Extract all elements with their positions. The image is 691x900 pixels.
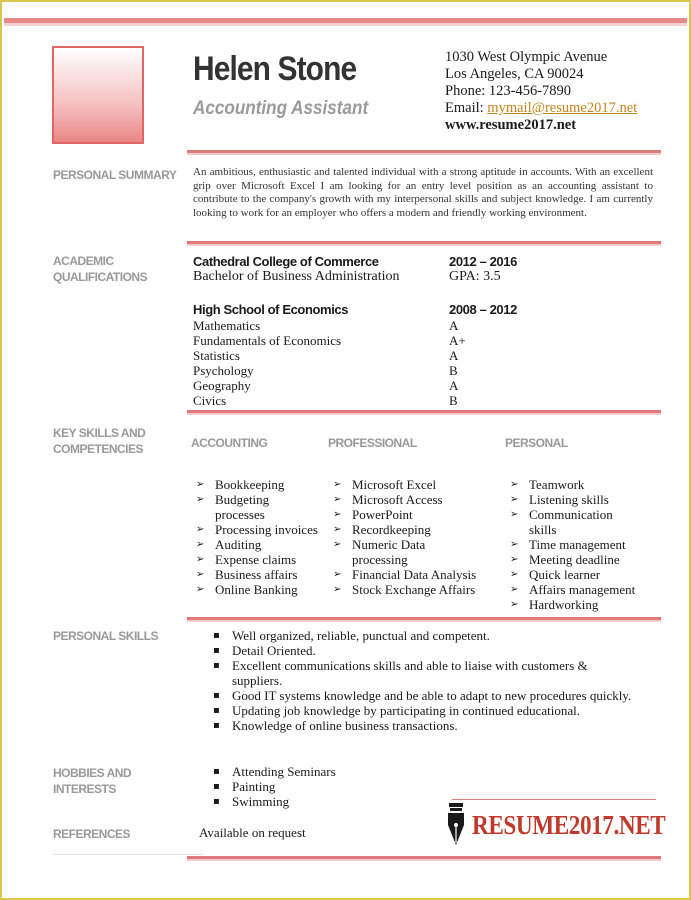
skill-item: ➢ Bookkeeping: [193, 477, 318, 492]
skill-item: ➢ Auditing: [193, 537, 318, 552]
personal-skill-item: ▪ Detail Oriented.: [213, 643, 633, 658]
skill-item: ➢ Microsoft Access: [330, 492, 505, 507]
section-label-personal-summary: PERSONAL SUMMARY: [53, 168, 177, 182]
section-label-references: REFERENCES: [53, 827, 131, 841]
section-label-academic: [53, 253, 147, 285]
address-line-1: 1030 West Olympic Avenue: [445, 49, 608, 65]
website: www.resume2017.net: [445, 117, 577, 133]
skills-heading-professional: PROFESSIONAL: [328, 436, 417, 450]
subject-name: Civics: [193, 393, 227, 408]
fountain-pen-nib-icon: [445, 803, 467, 847]
skill-item: ➢ Microsoft Excel: [330, 477, 505, 492]
personal-skill-item: ▪ Good IT systems knowledge and be able to adapt to new procedures quickly.: [213, 688, 633, 703]
skill-item: ➢ Teamwork: [507, 477, 667, 492]
personal-skill-item: ▪ Updating job knowledge by participating in continued educational.: [213, 703, 633, 718]
hobby-item: ▪ Swimming: [213, 794, 633, 809]
divider-bottom: [187, 856, 661, 859]
high-school-name: High School of Economics: [193, 302, 349, 317]
skill-item: ➢ Processing invoices: [193, 522, 318, 537]
skill-item: ➢ Numeric Data processing: [330, 537, 452, 567]
skill-item: ➢ Affairs management: [507, 582, 667, 597]
label-line: HOBBIES AND: [53, 766, 132, 780]
label-line: COMPETENCIES: [53, 442, 144, 456]
skill-item: ➢ Stock Exchange Affairs: [330, 582, 505, 597]
college-name: Cathedral College of Commerce: [193, 254, 379, 269]
references-text: Available on request: [199, 825, 306, 840]
divider-header: [187, 150, 661, 153]
candidate-name: Helen Stone: [193, 50, 357, 88]
personal-skill-item: ▪ Knowledge of online business transactions.: [213, 718, 633, 733]
personal-summary-text: An ambitious, enthusiastic and talented individual with a strong aptitude in accounts. With an excellent grip over Microsoft Excel I am looking for an entry level position as an accounting assistant to contribute to the company's growth with my interpersonal skills and subject knowledge. I am currently looking to work for an employer who offers a modern and friendly working environment.: [193, 166, 653, 219]
skills-list-personal: [507, 477, 667, 612]
divider-academic: [187, 410, 661, 413]
personal-skill-item: ▪ Excellent communications skills and able to liaise with customers & suppliers.: [213, 658, 633, 688]
skills-list-professional: [330, 477, 505, 597]
skill-item: ➢ Business affairs: [193, 567, 318, 582]
subject-name: Mathematics: [193, 318, 261, 333]
subject-grade: A+: [449, 333, 466, 348]
section-label-personal-skills: PERSONAL SKILLS: [53, 629, 158, 643]
college-degree: Bachelor of Business Administration: [193, 269, 400, 284]
skills-heading-accounting: ACCOUNTING: [191, 436, 268, 450]
skill-item: ➢ Quick learner: [507, 567, 667, 582]
subject-grade: A: [449, 318, 459, 333]
phone: Phone: 123-456-7890: [445, 83, 572, 99]
college-years: 2012 – 2016: [449, 254, 517, 269]
candidate-role: Accounting Assistant: [193, 98, 369, 119]
label-line: ACADEMIC: [53, 254, 114, 268]
skill-item: ➢ Recordkeeping: [330, 522, 505, 537]
resume2017-logo: [445, 803, 691, 847]
subject-grade: A: [449, 378, 459, 393]
section-label-key-skills: [53, 425, 145, 457]
divider-summary: [187, 241, 661, 244]
subject-name: Fundamentals of Economics: [193, 333, 342, 348]
divider-bottom-left: [53, 854, 203, 855]
divider-logo: [452, 799, 656, 800]
subject-grade: B: [449, 363, 458, 378]
section-label-hobbies: [53, 765, 131, 797]
college-gpa: GPA: 3.5: [449, 269, 501, 284]
skill-item: ➢ Budgeting processes: [193, 492, 318, 522]
contact-block: [445, 49, 637, 134]
personal-skills-list: [213, 628, 633, 733]
photo-placeholder: [52, 46, 144, 144]
email-label: Email:: [445, 100, 488, 116]
skill-item: ➢ Financial Data Analysis: [330, 567, 505, 582]
skill-item: ➢ Meeting deadline: [507, 552, 667, 567]
subject-name: Statistics: [193, 348, 240, 363]
skill-item: ➢ Online Banking: [193, 582, 318, 597]
skills-list-accounting: [193, 477, 318, 597]
logo-text: RESUME2017.NET: [472, 809, 666, 840]
subject-grade: B: [449, 393, 458, 408]
label-line: INTERESTS: [53, 782, 116, 796]
top-divider: [4, 18, 687, 23]
skill-item: ➢ Hardworking: [507, 597, 667, 612]
skills-heading-personal: PERSONAL: [505, 436, 568, 450]
divider-skills: [187, 617, 661, 620]
skill-item: ➢ Expense claims: [193, 552, 318, 567]
skill-item: ➢ PowerPoint: [330, 507, 505, 522]
subject-name: Geography: [193, 378, 251, 393]
label-line: QUALIFICATIONS: [53, 270, 148, 284]
label-line: KEY SKILLS AND: [53, 426, 146, 440]
hobby-item: ▪ Attending Seminars: [213, 764, 633, 779]
address-line-2: Los Angeles, CA 90024: [445, 66, 584, 82]
subject-grade: A: [449, 348, 459, 363]
email-row: [445, 100, 637, 117]
subject-name: Psychology: [193, 363, 254, 378]
email-link[interactable]: mymail@resume2017.net: [487, 100, 638, 116]
hobby-item: ▪ Painting: [213, 779, 633, 794]
high-school-years: 2008 – 2012: [449, 302, 517, 317]
personal-skill-item: ▪ Well organized, reliable, punctual and competent.: [213, 628, 633, 643]
skill-item: ➢ Communication skills: [507, 507, 634, 537]
skill-item: ➢ Listening skills: [507, 492, 667, 507]
skill-item: ➢ Time management: [507, 537, 667, 552]
